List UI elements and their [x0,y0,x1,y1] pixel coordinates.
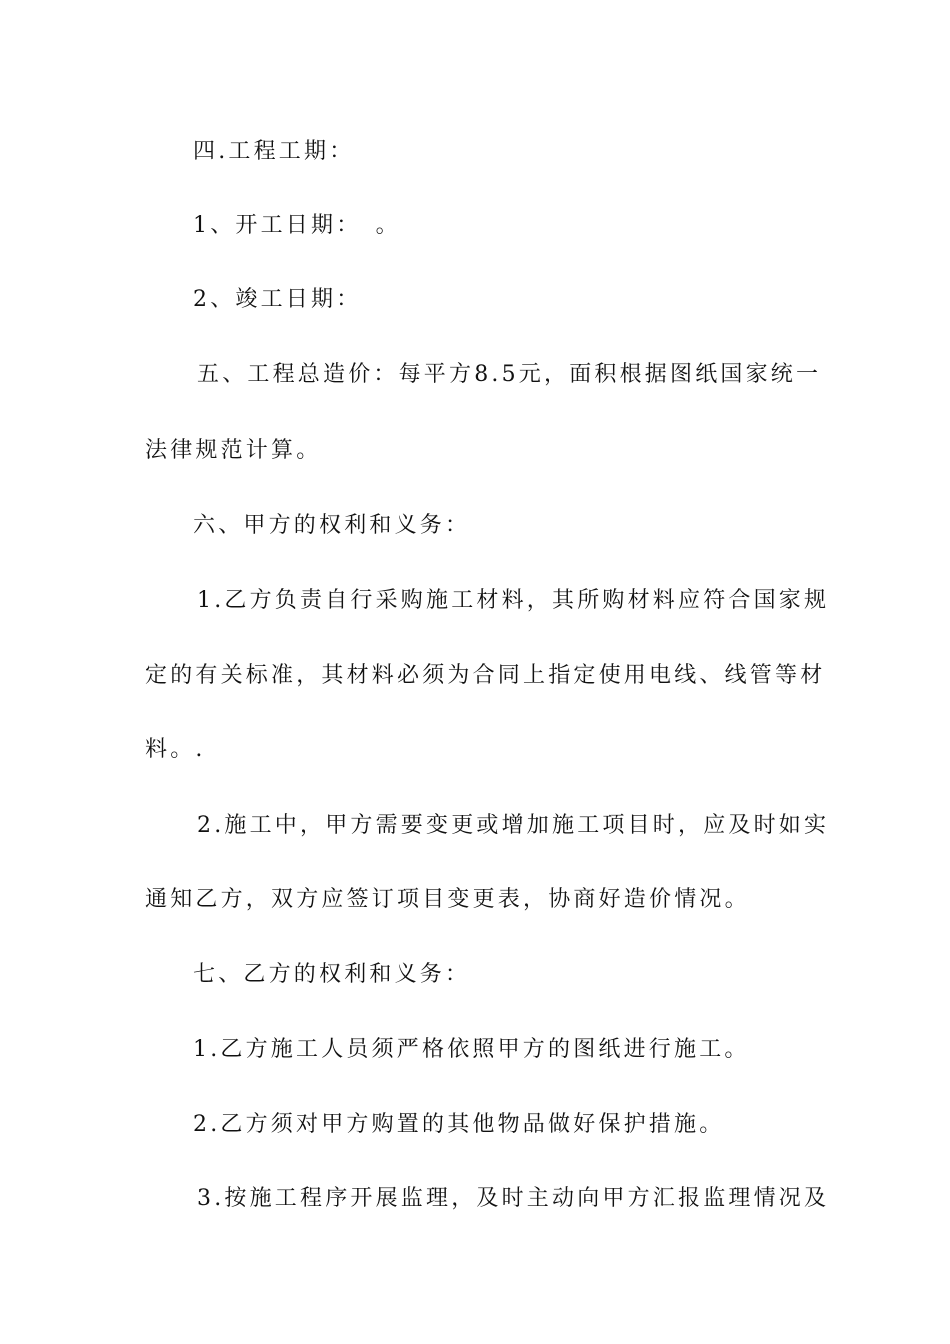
party-a-clause-2-line-2: 通知乙方，双方应签订项目变更表，协商好造价情况。 [145,887,750,912]
section-heading-party-a-rights: 六、甲方的权利和义务： [193,513,471,538]
party-b-clause-3-line-1: 3.按施工程序开展监理，及时主动向甲方汇报监理情况及 [197,1186,830,1211]
party-a-clause-1-line-1: 1.乙方负责自行采购施工材料，其所购材料应符合国家规 [197,588,830,613]
total-cost-paragraph-line-2: 法律规范计算。 [145,438,322,463]
completion-date-line: 2、竣工日期： [193,287,362,312]
section-heading-construction-period: 四.工程工期： [193,139,355,164]
start-date-line: 1、开工日期： 。 [193,213,401,238]
section-heading-party-b-rights: 七、乙方的权利和义务： [193,962,471,987]
party-a-clause-1-line-2: 定的有关标准，其材料必须为合同上指定使用电线、线管等材 [145,663,826,688]
party-a-clause-1-line-3: 料。. [145,737,206,762]
party-b-clause-2: 2.乙方须对甲方购置的其他物品做好保护措施。 [193,1112,725,1137]
total-cost-paragraph-line-1: 五、工程总造价：每平方8.5元，面积根据图纸国家统一 [197,362,822,387]
party-a-clause-2-line-1: 2.施工中，甲方需要变更或增加施工项目时，应及时如实 [197,813,830,838]
party-b-clause-1: 1.乙方施工人员须严格依照甲方的图纸进行施工。 [193,1037,750,1062]
